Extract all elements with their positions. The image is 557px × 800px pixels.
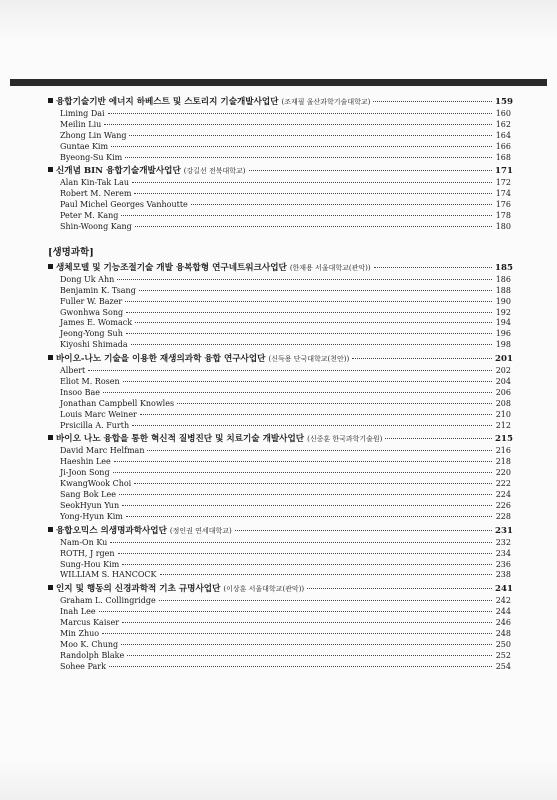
table-of-contents bbox=[48, 96, 511, 673]
page-number: 254 bbox=[495, 661, 511, 671]
page-number: 160 bbox=[495, 109, 511, 118]
group-organization: (신중훈 한국과학기술원) bbox=[307, 435, 383, 444]
toc-entry-row[interactable] bbox=[48, 421, 511, 432]
page-number: 192 bbox=[495, 307, 511, 317]
toc-entry-row[interactable] bbox=[48, 618, 511, 629]
page-number: 241 bbox=[495, 584, 513, 595]
entry-name: Byeong-Su Kim bbox=[60, 152, 123, 162]
dot-leader bbox=[132, 182, 492, 183]
dot-leader bbox=[127, 655, 492, 656]
page-number: 190 bbox=[495, 296, 511, 306]
dot-leader bbox=[109, 666, 492, 667]
toc-entry-row[interactable] bbox=[48, 501, 511, 512]
square-bullet-icon bbox=[48, 585, 53, 590]
toc-entry-row[interactable] bbox=[48, 340, 511, 351]
page-number: 236 bbox=[495, 559, 511, 569]
dot-leader bbox=[99, 611, 492, 612]
toc-group-title-row[interactable] bbox=[48, 583, 511, 596]
toc-entry-row[interactable] bbox=[48, 607, 511, 618]
page-number: 246 bbox=[495, 618, 511, 628]
entry-name: Ji-Joon Song bbox=[60, 468, 110, 478]
entry-name: Kiyoshi Shimada bbox=[60, 340, 128, 350]
square-bullet-icon bbox=[48, 167, 53, 172]
toc-entry-row[interactable] bbox=[48, 388, 511, 399]
group-title: 신개념 BIN 융합기술개발사업단 (강길선 전북대학교) bbox=[56, 166, 246, 177]
page-number: 252 bbox=[495, 650, 511, 660]
entry-name: Paul Michel Georges Vanhoutte bbox=[60, 200, 188, 210]
page-number: 168 bbox=[495, 152, 511, 162]
group-title: 융합기술기반 에너지 하베스트 및 스토리지 기술개발사업단 (조재필 울산과학기술대학교) bbox=[56, 97, 371, 107]
dot-leader bbox=[129, 135, 492, 136]
page-number: 216 bbox=[495, 446, 511, 456]
toc-entry-row[interactable] bbox=[48, 329, 511, 340]
page-number: 196 bbox=[495, 329, 511, 339]
toc-group-title-row[interactable] bbox=[48, 433, 511, 446]
toc-entry-row[interactable] bbox=[48, 549, 511, 560]
entry-name: Zhong Lin Wang bbox=[60, 130, 127, 140]
dot-leader bbox=[102, 633, 492, 634]
page-number: 244 bbox=[495, 607, 511, 617]
dot-leader bbox=[126, 516, 492, 517]
entry-name: Nam-On Ku bbox=[60, 537, 108, 547]
page-number: 206 bbox=[495, 387, 511, 397]
dot-leader bbox=[88, 370, 492, 371]
entry-name: SeokHyun Yun bbox=[60, 500, 120, 510]
dot-leader bbox=[159, 600, 492, 601]
entry-name: Robert M. Nerem bbox=[60, 189, 132, 199]
dot-leader bbox=[135, 322, 492, 323]
dot-leader bbox=[191, 204, 492, 205]
toc-entry-row[interactable] bbox=[48, 640, 511, 651]
entry-name: Albert bbox=[60, 366, 86, 376]
dot-leader bbox=[135, 226, 492, 227]
toc-entry-row[interactable] bbox=[48, 399, 511, 410]
square-bullet-icon bbox=[48, 355, 53, 360]
entry-name: Insoo Bae bbox=[60, 387, 100, 397]
entry-name: James E. Womack bbox=[60, 318, 133, 328]
page-number: 201 bbox=[495, 354, 513, 365]
toc-entry-row[interactable] bbox=[48, 570, 511, 581]
square-bullet-icon bbox=[48, 435, 53, 440]
dot-leader bbox=[122, 564, 492, 565]
entry-name: ROTH, J rgen bbox=[60, 548, 115, 558]
page-number: 176 bbox=[495, 200, 511, 210]
entry-name: Gwonhwa Song bbox=[60, 307, 124, 317]
dot-leader bbox=[307, 588, 492, 589]
toc-entry-row[interactable] bbox=[48, 446, 511, 457]
page-number: 226 bbox=[495, 500, 511, 510]
dot-leader bbox=[249, 170, 492, 171]
page-number: 234 bbox=[495, 548, 511, 558]
page-number: 186 bbox=[495, 274, 511, 284]
toc-entry-row[interactable] bbox=[48, 131, 511, 142]
dot-leader bbox=[125, 157, 492, 158]
page-number: 215 bbox=[495, 434, 513, 445]
toc-group-title-row[interactable] bbox=[48, 525, 511, 538]
group-title: 바이오-나노 기술을 이용한 재생의과학 융합 연구사업단 (신득용 단국대학교(천안)) bbox=[56, 354, 350, 365]
group-title: 생체모델 및 기능조절기술 개발 융복합형 연구네트워크사업단 (한재용 서울대학교(관악)) bbox=[56, 262, 371, 273]
entry-name: David Marc Helfman bbox=[60, 446, 145, 456]
dot-leader bbox=[160, 574, 493, 575]
entry-name: Jonathan Campbell Knowles bbox=[60, 398, 175, 408]
group-organization: (신득용 단국대학교(천안)) bbox=[268, 355, 350, 364]
group-title: 융합오믹스 의생명과학사업단 (정인권 연세대학교) bbox=[56, 525, 232, 536]
entry-name: Peter M. Kang bbox=[60, 211, 119, 221]
toc-entry-row[interactable] bbox=[48, 297, 511, 308]
toc-entry-row[interactable] bbox=[48, 538, 511, 549]
group-organization: (이상훈 서울대학교(관악)) bbox=[223, 585, 305, 594]
toc-entry-row[interactable] bbox=[48, 189, 511, 200]
entry-name: KwangWook Choi bbox=[60, 479, 132, 489]
toc-group-title-row[interactable] bbox=[48, 353, 511, 366]
toc-entry-row[interactable] bbox=[48, 211, 511, 222]
page-number: 208 bbox=[495, 398, 511, 408]
dot-leader bbox=[114, 461, 492, 462]
page-number: 250 bbox=[495, 639, 511, 649]
group-title: 바이오 나노 융합을 통한 혁신적 질병진단 및 치료기술 개발사업단 (신중훈 한국과학기술원) bbox=[56, 434, 383, 445]
toc-entry-row[interactable] bbox=[48, 142, 511, 153]
dot-leader bbox=[352, 358, 492, 359]
page-number: 231 bbox=[495, 525, 513, 536]
entry-name: WILLIAM S. HANCOCK bbox=[60, 570, 157, 580]
entry-name: Louis Marc Weiner bbox=[60, 409, 137, 419]
toc-group bbox=[48, 433, 511, 522]
entry-name: Benjamin K. Tsang bbox=[60, 285, 136, 295]
toc-entry-row[interactable] bbox=[48, 468, 511, 479]
entry-name: Min Zhuo bbox=[60, 628, 100, 638]
toc-entry-row[interactable] bbox=[48, 479, 511, 490]
page-number: 164 bbox=[495, 130, 511, 140]
entry-name: Sohee Park bbox=[60, 661, 106, 671]
page-number: 180 bbox=[495, 222, 511, 232]
dot-leader bbox=[177, 403, 492, 404]
page-number: 222 bbox=[495, 479, 511, 489]
dot-leader bbox=[122, 622, 492, 623]
dot-leader bbox=[235, 530, 492, 531]
toc-group bbox=[48, 262, 511, 351]
toc-entry-row[interactable] bbox=[48, 178, 511, 189]
toc-entry-row[interactable] bbox=[48, 222, 511, 233]
page-number: 204 bbox=[495, 377, 511, 387]
page-number: 194 bbox=[495, 318, 511, 328]
page-number: 171 bbox=[495, 166, 513, 177]
dot-leader bbox=[147, 450, 492, 451]
toc-entry-row[interactable] bbox=[48, 512, 511, 523]
group-organization: (조재필 울산과학기술대학교) bbox=[281, 98, 371, 106]
toc-entry-row[interactable] bbox=[48, 275, 511, 286]
dot-leader bbox=[134, 483, 492, 484]
dot-leader bbox=[131, 344, 492, 345]
page-number: 185 bbox=[495, 262, 513, 273]
group-organization: (한재용 서울대학교(관악)) bbox=[289, 263, 371, 272]
entry-name: Shin-Woong Kang bbox=[60, 222, 132, 232]
toc-entry-row[interactable] bbox=[48, 410, 511, 421]
page-number: 159 bbox=[495, 97, 513, 107]
page-number: 172 bbox=[495, 178, 511, 188]
dot-leader bbox=[132, 425, 492, 426]
dot-leader bbox=[374, 267, 492, 268]
entry-name: Haeshin Lee bbox=[60, 457, 111, 467]
toc-group bbox=[48, 96, 511, 163]
toc-entry-row[interactable] bbox=[48, 651, 511, 662]
dot-leader bbox=[122, 505, 492, 506]
dot-leader bbox=[121, 644, 492, 645]
page-number: 238 bbox=[495, 570, 511, 580]
toc-group bbox=[48, 165, 511, 232]
toc-entry-row[interactable] bbox=[48, 120, 511, 131]
toc-group bbox=[48, 353, 511, 431]
page-number: 162 bbox=[495, 119, 511, 129]
dot-leader bbox=[117, 279, 492, 280]
entry-name: Sung-Hou Kim bbox=[60, 559, 120, 569]
page-number: 224 bbox=[495, 490, 511, 500]
entry-name: Guntae Kim bbox=[60, 141, 109, 151]
entry-name: Yong-Hyun Kim bbox=[60, 511, 123, 521]
dot-leader bbox=[119, 494, 492, 495]
entry-name: Liming Dai bbox=[60, 109, 105, 118]
dot-leader bbox=[123, 381, 492, 382]
page-number: 198 bbox=[495, 340, 511, 350]
dot-leader bbox=[113, 472, 492, 473]
dot-leader bbox=[118, 553, 492, 554]
entry-name: Sang Bok Lee bbox=[60, 490, 116, 500]
toc-group bbox=[48, 525, 511, 582]
toc-entry-row[interactable] bbox=[48, 308, 511, 319]
page-number: 212 bbox=[495, 420, 511, 430]
toc-entry-row[interactable] bbox=[48, 200, 511, 211]
dot-leader bbox=[104, 124, 492, 125]
group-organization: (강길선 전북대학교) bbox=[183, 167, 246, 176]
square-bullet-icon bbox=[48, 264, 53, 269]
dot-leader bbox=[134, 193, 492, 194]
page-number: 178 bbox=[495, 211, 511, 221]
dot-leader bbox=[103, 392, 492, 393]
section-header: [생명과학] bbox=[48, 246, 94, 258]
page-number: 228 bbox=[495, 511, 511, 521]
page-number: 188 bbox=[495, 285, 511, 295]
toc-group bbox=[48, 583, 511, 672]
entry-name: Alan Kin-Tak Lau bbox=[60, 178, 130, 188]
toc-entry-row[interactable] bbox=[48, 596, 511, 607]
toc-group-title-row[interactable] bbox=[48, 96, 511, 109]
toc-entry-row[interactable] bbox=[48, 629, 511, 640]
toc-entry-row[interactable] bbox=[48, 366, 511, 377]
header-rule bbox=[10, 79, 547, 86]
dot-leader bbox=[110, 542, 492, 543]
entry-name: Jeong-Yong Suh bbox=[60, 329, 123, 339]
dot-leader bbox=[121, 215, 492, 216]
group-title: 인지 및 행동의 신경과학적 기초 규명사업단 (이상훈 서울대학교(관악)) bbox=[56, 584, 305, 595]
entry-name: Marcus Kaiser bbox=[60, 618, 120, 628]
group-organization: (정인권 연세대학교) bbox=[169, 526, 232, 535]
square-bullet-icon bbox=[48, 98, 53, 103]
entry-name: Fuller W. Bazer bbox=[60, 296, 123, 306]
dot-leader bbox=[140, 414, 492, 415]
page-number: 166 bbox=[495, 141, 511, 151]
entry-name: Prsicilla A. Furth bbox=[60, 420, 130, 430]
entry-name: Inah Lee bbox=[60, 607, 96, 617]
page-number: 220 bbox=[495, 468, 511, 478]
toc-entry-row[interactable] bbox=[48, 153, 511, 164]
entry-name: Graham L. Collingridge bbox=[60, 596, 156, 606]
dot-leader bbox=[126, 333, 492, 334]
dot-leader bbox=[373, 101, 492, 102]
dot-leader bbox=[108, 113, 492, 114]
toc-entry-row[interactable] bbox=[48, 560, 511, 571]
entry-name: Dong Uk Ahn bbox=[60, 274, 115, 284]
toc-group-title-row[interactable] bbox=[48, 262, 511, 275]
toc-entry-row[interactable] bbox=[48, 490, 511, 501]
entry-name: Eliot M. Rosen bbox=[60, 377, 120, 387]
dot-leader bbox=[111, 146, 492, 147]
toc-group-title-row[interactable] bbox=[48, 165, 511, 178]
entry-name: Randolph Blake bbox=[60, 650, 125, 660]
page-number: 232 bbox=[495, 537, 511, 547]
toc-entry-row[interactable] bbox=[48, 457, 511, 468]
page-number: 218 bbox=[495, 457, 511, 467]
dot-leader bbox=[139, 290, 492, 291]
square-bullet-icon bbox=[48, 527, 53, 532]
toc-entry-row[interactable] bbox=[48, 662, 511, 673]
dot-leader bbox=[126, 312, 492, 313]
entry-name: Meilin Liu bbox=[60, 119, 102, 129]
toc-entry-row[interactable] bbox=[48, 286, 511, 297]
toc-entry-row[interactable] bbox=[48, 377, 511, 388]
dot-leader bbox=[125, 301, 492, 302]
page-number: 210 bbox=[495, 409, 511, 419]
toc-entry-row[interactable] bbox=[48, 109, 511, 120]
page-number: 202 bbox=[495, 366, 511, 376]
toc-entry-row[interactable] bbox=[48, 318, 511, 329]
dot-leader bbox=[385, 438, 492, 439]
entry-name: Moo K. Chung bbox=[60, 639, 119, 649]
page-number: 242 bbox=[495, 596, 511, 606]
page-number: 174 bbox=[495, 189, 511, 199]
page-number: 248 bbox=[495, 628, 511, 638]
